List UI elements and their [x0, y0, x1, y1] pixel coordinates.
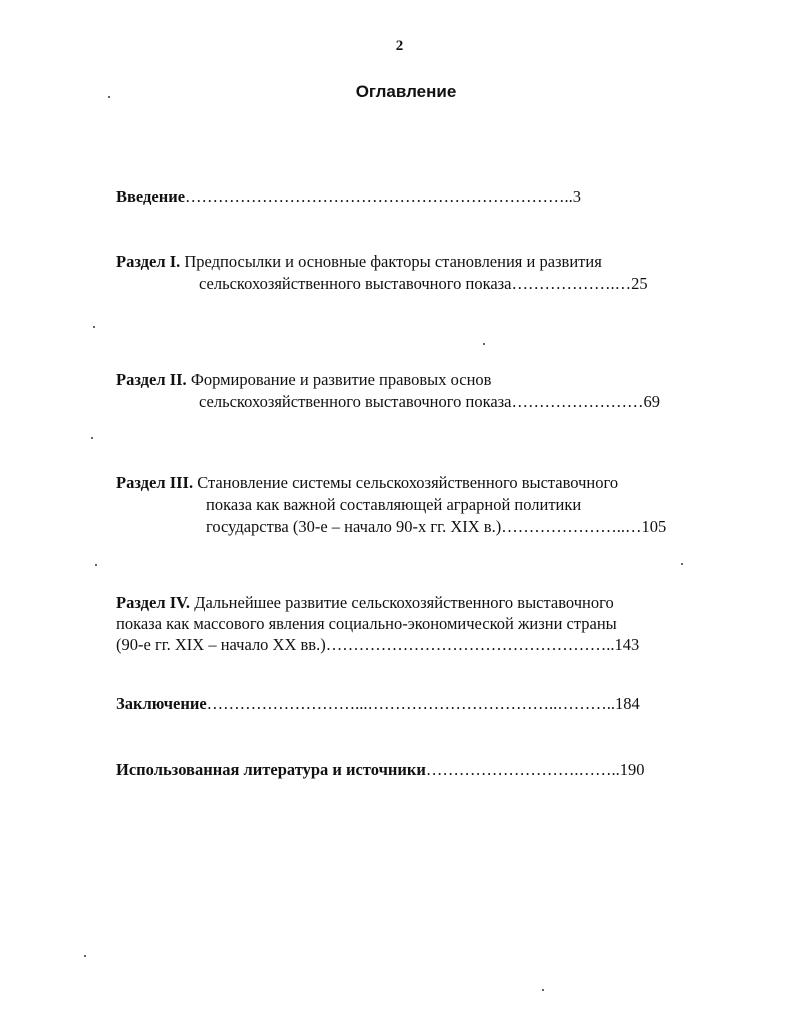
toc-section2-label: Раздел II. — [116, 370, 187, 389]
toc-literature-label: Использованная литература и источники — [116, 760, 426, 779]
scan-speck — [93, 326, 95, 328]
toc-entry-section4-cont2 — [116, 634, 639, 655]
toc-section4-line1: Дальнейшее развитие сельскохозяйственного выставочного — [194, 593, 614, 612]
scan-speck — [95, 564, 97, 566]
toc-entry-section4-cont — [116, 613, 617, 634]
toc-section1-line2: сельскохозяйственного выставочного показа……………….… — [199, 274, 632, 293]
toc-section2-page: 69 — [643, 392, 661, 411]
page-title: Оглавление — [355, 82, 457, 101]
toc-section3-line2: показа как важной составляющей аграрной политики — [206, 495, 582, 514]
toc-section1-line1: Предпосылки и основные факторы становления и развития — [184, 252, 602, 271]
toc-entry-section4 — [116, 592, 614, 613]
toc-entry-section2-cont — [199, 391, 660, 412]
scan-speck — [91, 437, 93, 439]
toc-literature-leader: ……………………….…….. — [425, 760, 620, 779]
toc-section1-label: Раздел I. — [116, 252, 181, 271]
toc-conclusion-leader: ………………………...……………………………..……….. — [206, 694, 616, 713]
toc-conclusion-page: 184 — [615, 694, 640, 713]
toc-section4-label: Раздел IV. — [116, 593, 191, 612]
toc-intro-leader: …………………………………………………………….. — [185, 187, 573, 206]
toc-section2-line2: сельскохозяйственного выставочного показа…………………… — [199, 392, 644, 411]
scan-speck — [542, 989, 544, 991]
toc-entry-literature — [116, 759, 645, 780]
toc-entry-conclusion — [116, 693, 640, 714]
scan-speck — [84, 955, 86, 957]
toc-section3-label: Раздел III. — [116, 473, 194, 492]
toc-entry-section2 — [116, 369, 491, 390]
toc-section4-line3: (90-е гг. XIX – начало XX вв.)…………………………………………….. — [116, 635, 615, 654]
toc-entry-section3 — [116, 472, 618, 493]
toc-section4-page: 143 — [614, 635, 640, 654]
toc-section2-line1: Формирование и развитие правовых основ — [190, 370, 492, 389]
page-number: 2 — [395, 38, 404, 54]
toc-section3-page: 105 — [641, 517, 667, 536]
toc-section4-line2: показа как массового явления социально-экономической жизни страны — [116, 614, 617, 633]
toc-entry-section3-cont2 — [206, 516, 666, 537]
toc-intro-page: 3 — [572, 187, 582, 206]
scan-speck — [108, 96, 110, 98]
toc-conclusion-label: Заключение — [116, 694, 207, 713]
toc-entry-section3-cont — [206, 494, 581, 515]
toc-section1-page: 25 — [631, 274, 648, 293]
scan-speck — [681, 563, 683, 565]
toc-section3-line1: Становление системы сельскохозяйственного выставочного — [197, 473, 619, 492]
toc-entry-intro — [116, 186, 581, 207]
scan-speck — [483, 343, 485, 345]
toc-entry-section1-cont — [199, 273, 648, 294]
toc-section3-line3: государства (30-е – начало 90-х гг. XIX в.)…………………..… — [206, 517, 642, 536]
toc-literature-page: 190 — [619, 760, 645, 779]
toc-entry-section1 — [116, 251, 602, 272]
toc-intro-label: Введение — [116, 187, 186, 206]
